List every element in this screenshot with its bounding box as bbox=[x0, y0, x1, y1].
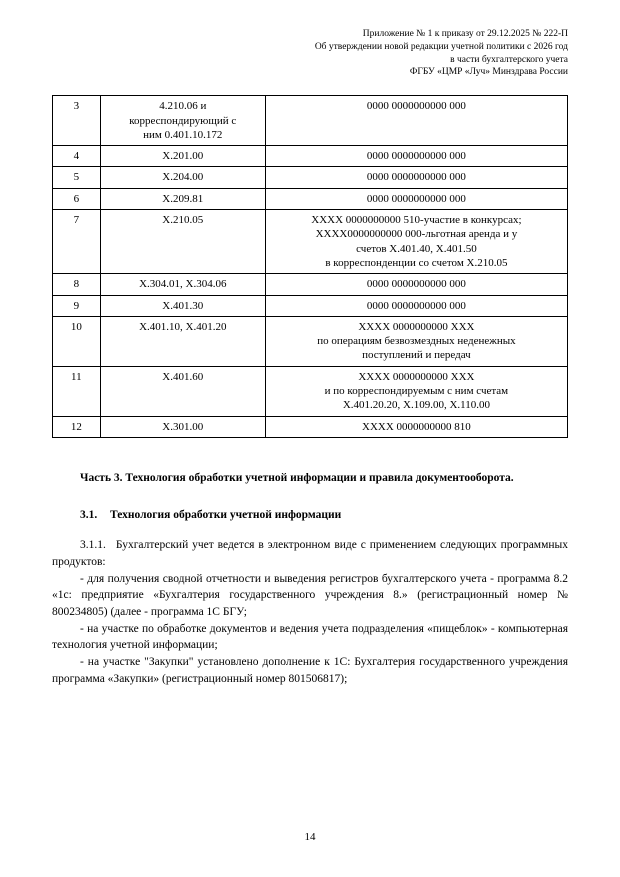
section-number: 3.1. bbox=[80, 508, 98, 521]
clause-text: Бухгалтерский учет ведется в электронном виде с применением следующих программных продуктов: bbox=[52, 539, 568, 568]
part-title bbox=[52, 470, 568, 487]
row-number: 4 bbox=[53, 146, 101, 167]
table-row bbox=[53, 188, 568, 209]
page-number: 14 bbox=[304, 831, 316, 843]
row-number: 10 bbox=[53, 316, 101, 366]
row-kbk: 0000 0000000000 000 bbox=[265, 146, 567, 167]
row-account: Х.201.00 bbox=[100, 146, 265, 167]
row-account: Х.209.81 bbox=[100, 188, 265, 209]
header-line-2: Об утверждении новой редакции учетной политики с 2026 год bbox=[314, 41, 568, 52]
part-title-text: Часть 3. Технология обработки учетной информации и правила документооборота. bbox=[80, 471, 514, 484]
header-line-4: ФГБУ «ЦМР «Луч» Минздрава России bbox=[409, 67, 568, 78]
table-row bbox=[53, 167, 568, 188]
header-line-1: Приложение № 1 к приказу от 29.12.2025 № 222-П bbox=[362, 29, 568, 39]
list-item: - на участке "Закупки" установлено дополнение к 1С: Бухгалтерия государственного учреждения программа «Закупки» (регистрационный номер 801506817); bbox=[52, 655, 568, 685]
row-kbk: 0000 0000000000 000 bbox=[265, 188, 567, 209]
clause-paragraph bbox=[52, 537, 568, 570]
row-number: 12 bbox=[53, 416, 101, 437]
accounts-table-body bbox=[53, 96, 568, 438]
row-number: 8 bbox=[53, 274, 101, 295]
row-account: 4.210.06 и корреспондирующий с ним 0.401.10.172 bbox=[100, 96, 265, 146]
row-kbk: ХХХХ 0000000000 810 bbox=[265, 416, 567, 437]
row-kbk: 0000 0000000000 000 bbox=[265, 274, 567, 295]
list-item: - на участке по обработке документов и ведения учета подразделения «пищеблок» - компьютерная технология учетной информации; bbox=[52, 622, 568, 652]
table-row bbox=[53, 274, 568, 295]
document-header bbox=[52, 28, 568, 79]
accounts-table bbox=[52, 95, 568, 438]
row-kbk: ХХХХ 0000000000 510-участие в конкурсах; ХХХХ0000000000 000-льготная аренда и у счетов Х.401.40, Х.401.50 в корреспонденции со счетом Х.210.05 bbox=[265, 210, 567, 274]
row-kbk: 0000 0000000000 000 bbox=[265, 295, 567, 316]
row-number: 11 bbox=[53, 366, 101, 416]
table-row bbox=[53, 416, 568, 437]
section-heading bbox=[52, 507, 568, 524]
table-row bbox=[53, 316, 568, 366]
table-row bbox=[53, 295, 568, 316]
row-number: 6 bbox=[53, 188, 101, 209]
row-account: Х.401.10, Х.401.20 bbox=[100, 316, 265, 366]
header-line-3: в части бухгалтерского учета bbox=[450, 54, 568, 65]
row-account: Х.210.05 bbox=[100, 210, 265, 274]
row-account: Х.304.01, Х.304.06 bbox=[100, 274, 265, 295]
row-kbk: 0000 0000000000 000 bbox=[265, 167, 567, 188]
row-kbk: ХХХХ 0000000000 ХХХ по операциям безвозмездных неденежных поступлений и передач bbox=[265, 316, 567, 366]
row-kbk: 0000 0000000000 000 bbox=[265, 96, 567, 146]
row-account: Х.204.00 bbox=[100, 167, 265, 188]
row-kbk: ХХХХ 0000000000 ХХХ и по корреспондируемым с ним счетам Х.401.20.20, Х.109.00, Х.110.00 bbox=[265, 366, 567, 416]
table-row bbox=[53, 366, 568, 416]
table-row bbox=[53, 96, 568, 146]
list-item: - для получения сводной отчетности и выведения регистров бухгалтерского учета - программа 8.2 «1с: предприятие «Бухгалтерия государственного учреждения 8.» (регистрационный номер № 800234805) (далее - программа 1С БГУ; bbox=[52, 572, 568, 618]
row-number: 3 bbox=[53, 96, 101, 146]
row-number: 7 bbox=[53, 210, 101, 274]
row-account: Х.401.30 bbox=[100, 295, 265, 316]
row-number: 9 bbox=[53, 295, 101, 316]
row-account: Х.401.60 bbox=[100, 366, 265, 416]
row-account: Х.301.00 bbox=[100, 416, 265, 437]
table-row bbox=[53, 210, 568, 274]
clause-number: 3.1.1. bbox=[80, 539, 106, 552]
section-title-text: Технология обработки учетной информации bbox=[110, 508, 342, 521]
row-number: 5 bbox=[53, 167, 101, 188]
table-row bbox=[53, 146, 568, 167]
